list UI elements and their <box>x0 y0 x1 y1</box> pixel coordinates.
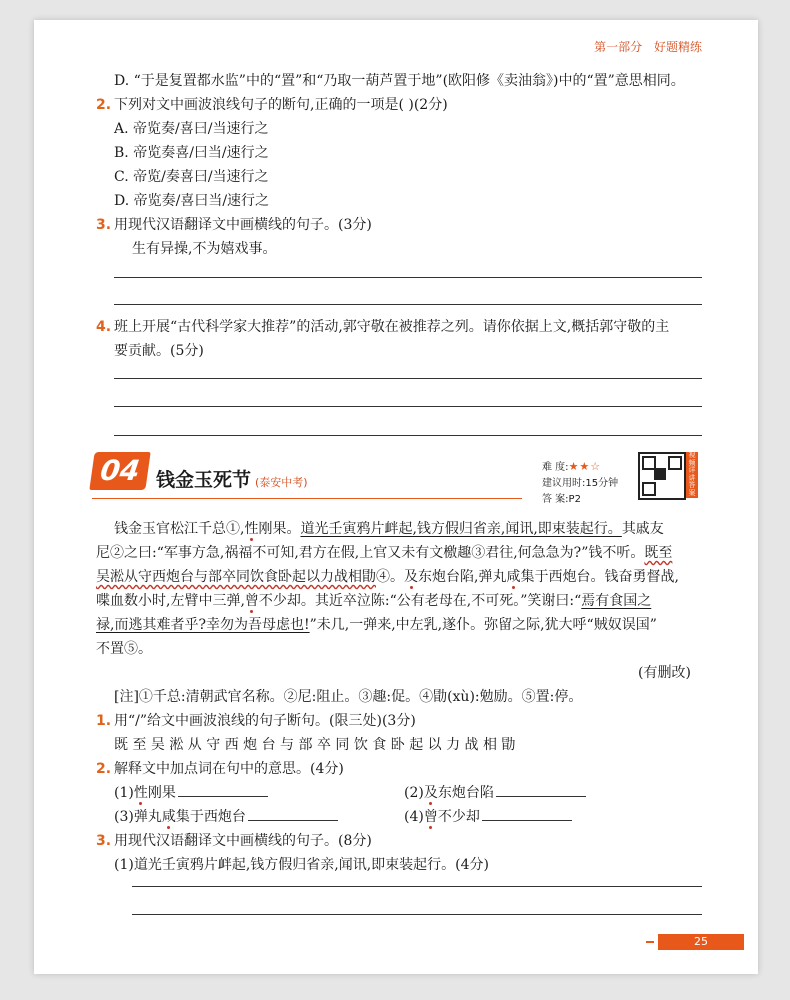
q4-stem <box>96 318 669 336</box>
answer-page: 答 案:P2 <box>542 494 581 505</box>
underlined-sentence: 道光壬寅鸦片衅起,钱方假归省亲,闻讯,即束装起行。 <box>300 521 622 537</box>
s-q2-number: 2. <box>96 761 112 777</box>
passage-line-4 <box>96 592 651 610</box>
s-q1-stem <box>96 712 416 730</box>
passage-line-3 <box>96 568 679 586</box>
item-text: 刚果 <box>147 785 176 801</box>
wavy-sentence: 吴淞从守西炮台与部卒同饮食卧起以力战相勖 <box>96 569 376 585</box>
answer-line <box>114 277 702 278</box>
wavy-sentence: 既至 <box>644 545 673 561</box>
passage-text: 不少却。其近卒泣陈:“公有老母在,不可死。”笑谢曰:“ <box>258 593 582 609</box>
difficulty-row <box>542 458 601 473</box>
answer-blank[interactable] <box>496 784 586 797</box>
q3-text: 用现代汉语翻译文中画横线的句子。(3分) <box>114 217 372 233</box>
passage-line-6: 不置⑤。 <box>96 641 152 657</box>
header-section: 好题精练 <box>653 40 702 54</box>
s-q3-text: 用现代汉语翻译文中画横线的句子。(8分) <box>114 833 372 849</box>
q4-number: 4. <box>96 319 112 335</box>
dotted-word: 性 <box>133 785 148 801</box>
q2-stem <box>96 96 448 114</box>
difficulty-stars: ★★☆ <box>568 460 602 473</box>
s-q3-stem <box>96 832 372 850</box>
qr-code-icon[interactable] <box>638 452 686 500</box>
answer-line <box>114 304 702 305</box>
passage-text: ①, <box>226 521 245 537</box>
s-q3-sub1: (1)道光壬寅鸦片衅起,钱方假归省亲,闻讯,即束装起行。(4分) <box>114 857 490 873</box>
passage-line-1 <box>114 520 664 538</box>
dotted-word: 性 <box>244 521 259 537</box>
answer-blank[interactable] <box>178 784 268 797</box>
item-text: (3)弹丸 <box>114 809 162 825</box>
dotted-word: 曾 <box>244 593 259 609</box>
suggested-time: 建议用时:15分钟 <box>542 478 619 489</box>
passage-text: ”未几,一弹来,中左乳,遂仆。弥留之际,犹大呼“贼奴误国” <box>309 617 657 633</box>
answer-line <box>132 886 702 887</box>
item-text: 东炮台陷 <box>437 785 494 801</box>
answer-line <box>132 914 702 915</box>
underlined-sentence: 焉有食国之 <box>581 593 652 609</box>
answer-line <box>114 435 702 436</box>
s-q2-stem <box>96 760 344 778</box>
s-q2-item-1 <box>114 784 268 802</box>
passage-line-2 <box>96 544 672 562</box>
item-text: (1) <box>114 785 134 801</box>
item-text: 集于西炮台 <box>175 809 246 825</box>
answer-line <box>114 406 702 407</box>
q4-text-line2: 要贡献。(5分) <box>114 343 204 359</box>
qr-video-label: 视频详讲答案 <box>686 452 698 498</box>
q2-number: 2. <box>96 97 112 113</box>
textbook-page <box>34 20 758 974</box>
s-q1-sentence: 既 至 吴 淞 从 守 西 炮 台 与 部 卒 同 饮 食 卧 起 以 力 战 相 勖 <box>114 737 516 753</box>
page-number-accent <box>646 941 654 943</box>
s-q2-item-2 <box>404 784 586 802</box>
passage-text: 其戚友 <box>621 521 664 537</box>
q4-text-line1: 班上开展“古代科学家大推荐”的活动,郭守敬在被推荐之列。请你依据上文,概括郭守敬的主 <box>114 319 670 335</box>
s-q2-item-4 <box>404 808 572 826</box>
passage-text: 刚果。 <box>258 521 301 537</box>
section-title <box>156 465 308 492</box>
q2-text: 下列对文中画波浪线句子的断句,正确的一项是( )(2分) <box>114 97 448 113</box>
dotted-word: 咸 <box>506 569 521 585</box>
answer-blank[interactable] <box>248 808 338 821</box>
passage-text: ②之曰:“军事方急,祸福不可知,君方在假,上官又未有文檄趣 <box>110 545 472 561</box>
passage-text: 尼 <box>96 545 110 561</box>
passage-text: ④。 <box>376 569 404 585</box>
s-q3-number: 3. <box>96 833 112 849</box>
passage-text: ③君往,何急急为?”钱不听。 <box>471 545 645 561</box>
passage-line-5 <box>96 616 657 634</box>
q3-number: 3. <box>96 217 112 233</box>
answer-blank[interactable] <box>482 808 572 821</box>
answer-line <box>114 378 702 379</box>
annotations: [注]①千总:清朝武官名称。②尼:阻止。③趣:促。④勖(xù):勉励。⑤置:停。 <box>114 689 583 705</box>
s-q1-text: 用“/”给文中画波浪线的句子断句。(限三处)(3分) <box>114 713 416 729</box>
q2-option-d: D. 帝览奏/喜曰当/速行之 <box>114 193 270 209</box>
item-text: 不少却 <box>437 809 480 825</box>
q3-sentence: 生有异操,不为嬉戏事。 <box>132 241 277 257</box>
s-q2-item-3 <box>114 808 338 826</box>
section-source: (泰安中考) <box>255 476 308 489</box>
page-number: 25 <box>658 934 744 950</box>
header-part: 第一部分 <box>594 40 643 54</box>
dotted-word: 咸 <box>161 809 176 825</box>
page-header <box>586 38 702 55</box>
banner-divider <box>92 498 522 499</box>
dotted-word: 及 <box>404 569 418 585</box>
q3-stem <box>96 216 372 234</box>
q1-option-d: D. “于是复置都水监”中的“置”和“乃取一葫芦置于地”(欧阳修《卖油翁》)中的“置”意思相同。 <box>114 73 685 89</box>
passage-text: 东炮台陷,弹丸 <box>418 569 507 585</box>
s-q2-text: 解释文中加点词在句中的意思。(4分) <box>114 761 344 777</box>
dotted-word: 曾 <box>423 809 438 825</box>
passage-text: 喋血数小时,左臂中三弹, <box>96 593 245 609</box>
difficulty-label: 难 度: <box>542 462 569 473</box>
item-text: (2) <box>404 785 424 801</box>
section-title-text: 钱金玉死节 <box>156 469 252 491</box>
s-q1-number: 1. <box>96 713 112 729</box>
passage-text: 钱金玉官松江千总 <box>114 521 226 537</box>
revised-note: (有删改) <box>638 665 691 681</box>
q2-option-c: C. 帝览/奏喜曰/当速行之 <box>114 169 269 185</box>
q2-option-a: A. 帝览奏/喜曰/当速行之 <box>114 121 269 137</box>
underlined-sentence: 禄,而逃其难者乎?幸勿为吾母虑也! <box>96 617 310 633</box>
q2-option-b: B. 帝览奏喜/曰当/速行之 <box>114 145 269 161</box>
section-number-badge: 04 <box>89 452 150 490</box>
item-text: (4) <box>404 809 424 825</box>
dotted-word: 及 <box>423 785 438 801</box>
passage-text: 集于西炮台。钱奋勇督战, <box>520 569 679 585</box>
